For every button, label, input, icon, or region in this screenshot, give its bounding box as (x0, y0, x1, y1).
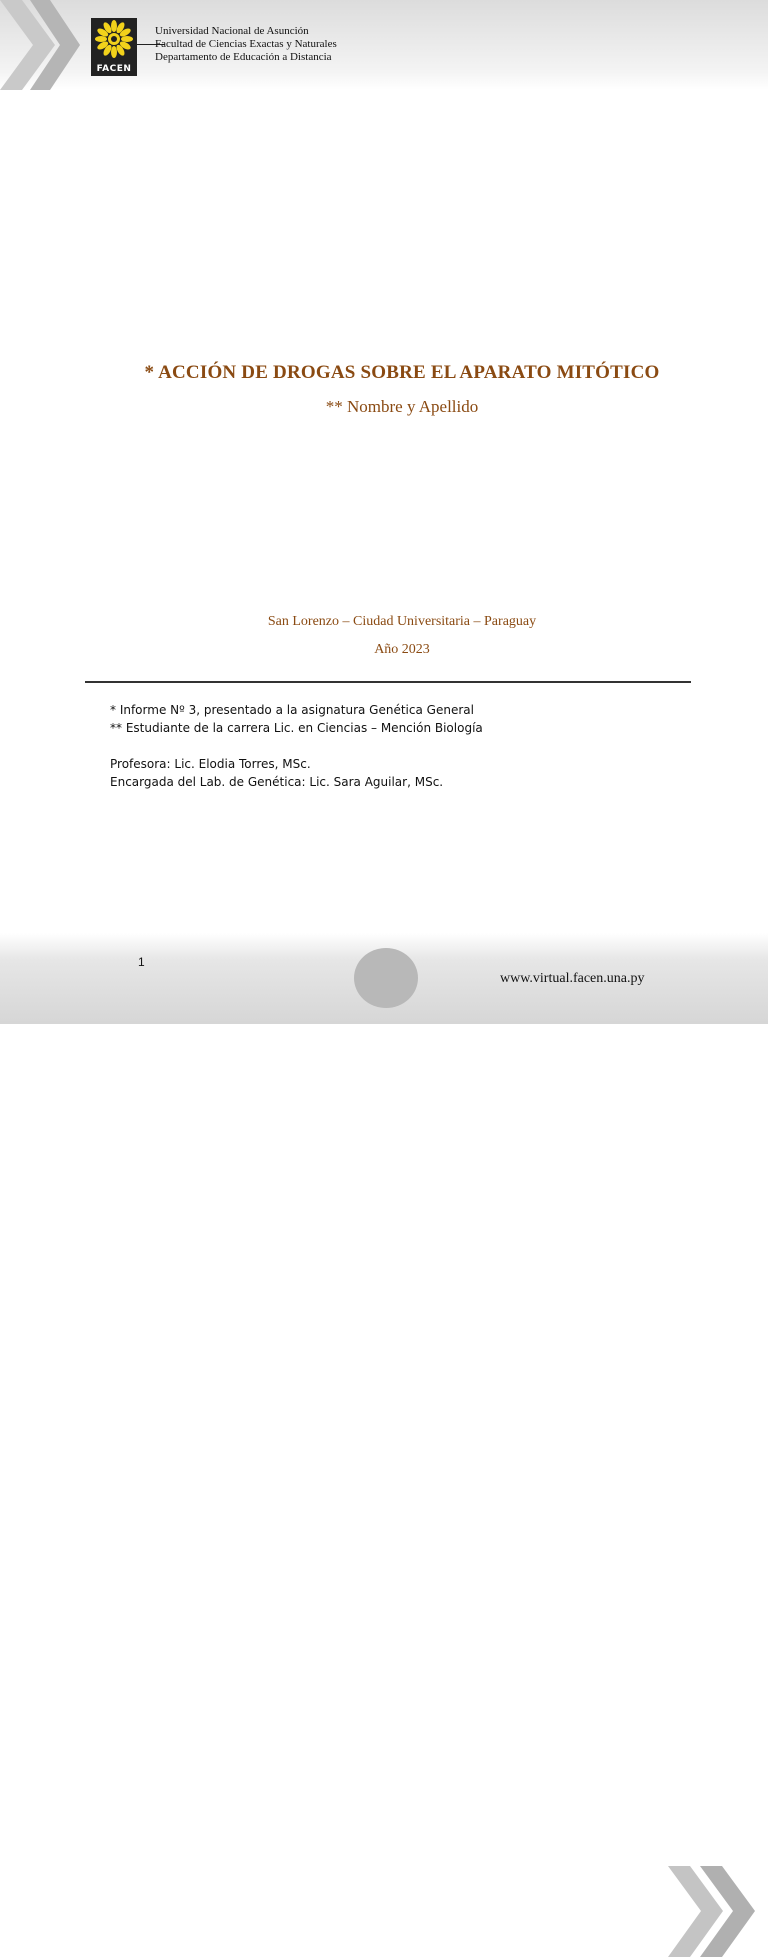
department-name: Departamento de Educación a Distancia (155, 51, 332, 63)
title-block (0, 362, 768, 417)
footnotes-block (110, 701, 483, 791)
footnote-student: ** Estudiante de la carrera Lic. en Ciencias – Mención Biología (110, 721, 483, 735)
university-name: Universidad Nacional de Asunción (155, 25, 309, 37)
footer-circle-decoration (354, 948, 418, 1008)
document-subtitle: ** Nombre y Apellido (325, 397, 479, 416)
faculty-name: Facultad de Ciencias Exactas y Naturales (155, 38, 337, 50)
page-header (0, 0, 768, 90)
professor-line: Profesora: Lic. Elodia Torres, MSc. (110, 757, 311, 771)
lab-manager-line: Encargada del Lab. de Genética: Lic. Sara Aguilar, MSc. (110, 775, 444, 789)
page-number: 1 (138, 955, 145, 969)
footer-url[interactable]: www.virtual.facen.una.py (500, 971, 645, 986)
place-line: San Lorenzo – Ciudad Universitaria – Paraguay (267, 614, 537, 629)
logo-text: FACEN (96, 64, 132, 74)
year-line: Año 2023 (374, 642, 430, 657)
chevron-decoration-icon (668, 1866, 768, 1957)
institution-block (155, 25, 337, 64)
chevron-decoration-icon (0, 0, 90, 90)
facen-logo (91, 18, 137, 76)
section-divider (85, 681, 691, 683)
footnote-report: * Informe Nº 3, presentado a la asignatura Genética General (110, 703, 474, 717)
sunflower-icon (91, 18, 137, 60)
document-title: * ACCIÓN DE DROGAS SOBRE EL APARATO MITÓTICO (144, 362, 660, 383)
